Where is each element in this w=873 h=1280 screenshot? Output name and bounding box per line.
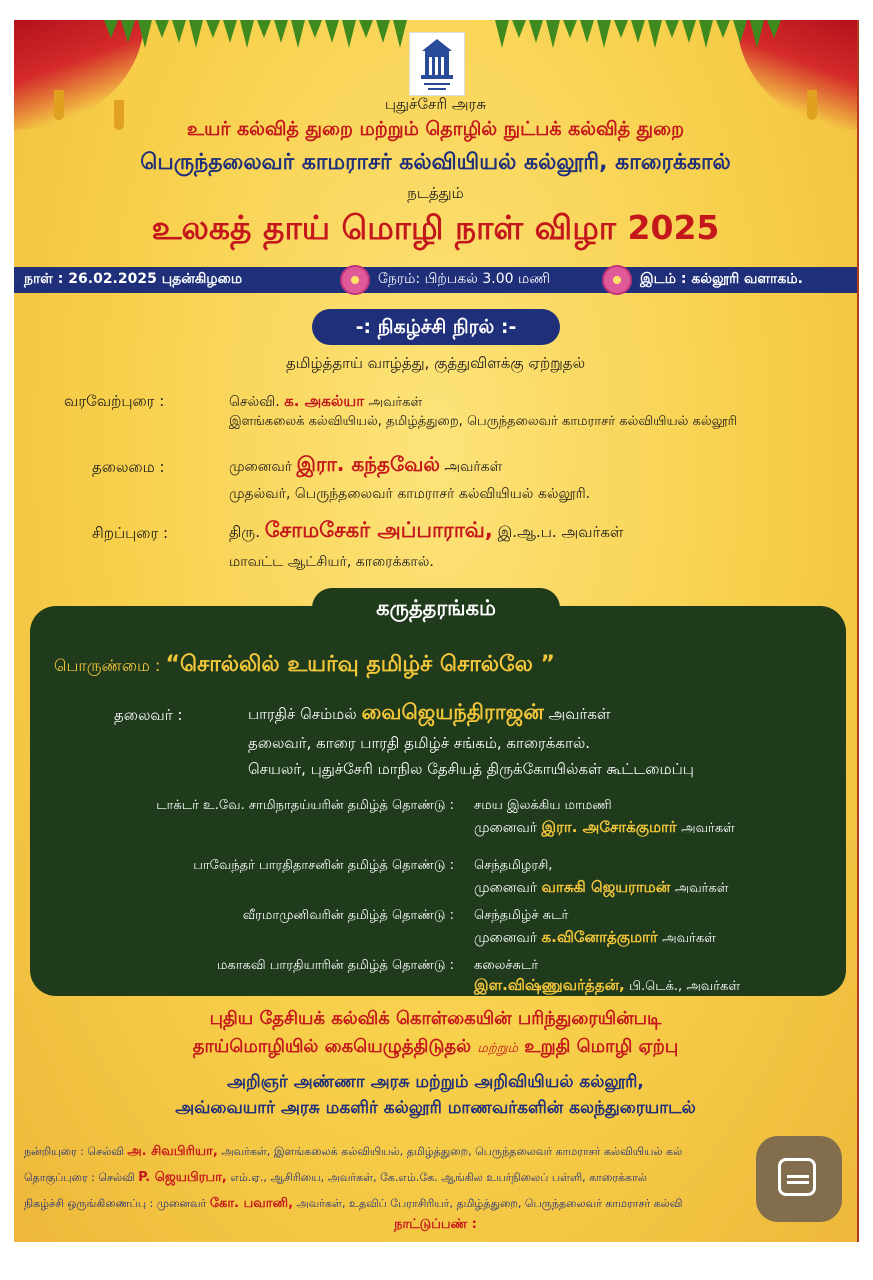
talk-speaker: இள.விஷ்ணுவர்த்தன், பி.டெக்., அவர்கள் bbox=[474, 976, 741, 994]
government-emblem-logo bbox=[409, 32, 465, 96]
talk-topic: பாவேந்தர் பாரதிதாசனின் தமிழ்த் தொண்டு : bbox=[193, 858, 454, 873]
leaf-icon bbox=[597, 20, 611, 48]
interaction-line-1: அறிஞர் அண்ணா அரசு மற்றும் அறிவியியல் கல்லூரி, bbox=[227, 1072, 644, 1092]
event-venue: இடம் : கல்லூரி வளாகம். bbox=[640, 271, 803, 287]
leaf-icon bbox=[359, 20, 373, 38]
leaf-icon bbox=[308, 20, 322, 38]
leaf-icon bbox=[546, 20, 560, 48]
leaf-icon bbox=[189, 20, 203, 48]
leaf-icon bbox=[121, 20, 135, 43]
leaf-icon bbox=[529, 20, 543, 43]
special-address-detail: மாவட்ட ஆட்சியர், காரைக்கால். bbox=[229, 554, 434, 570]
chair-role: தலைவர் : bbox=[114, 706, 183, 724]
leaf-icon bbox=[682, 20, 696, 43]
leaf-icon bbox=[206, 20, 220, 38]
presidency-speaker-detail: முதல்வர், பெருந்தலைவர் காமராசர் கல்வியியல் கல்லூரி. bbox=[229, 486, 591, 502]
leaf-icon bbox=[257, 20, 271, 38]
leaf-icon bbox=[342, 20, 356, 48]
talk-speaker-title: சமய இலக்கிய மாமணி bbox=[474, 798, 612, 813]
leaf-icon bbox=[716, 20, 730, 38]
leaf-icon bbox=[172, 20, 186, 43]
talk-speaker-title: செந்தமிழரசி, bbox=[474, 858, 553, 873]
leaf-icon bbox=[155, 20, 169, 38]
talk-topic: டாக்டர் உ.வே. சாமிநாதய்யரின் தமிழ்த் தொண்டு : bbox=[156, 798, 454, 813]
chair-detail-1: தலைவர், காரை பாரதி தமிழ்ச் சங்கம், காரைக்கால். bbox=[248, 734, 591, 752]
leaf-icon bbox=[240, 20, 254, 48]
department-line: உயர் கல்வித் துறை மற்றும் தொழில் நுட்பக் கல்வித் துறை bbox=[186, 118, 685, 140]
leaf-icon bbox=[614, 20, 628, 38]
compere: தொகுப்புரை : செல்வி P. ஜெயபிரபா, எம்.ஏ., ஆசிரியை, அவர்கள், கே.எம்.கே. ஆங்கில உயர்நிலைப் பள்ளி, காரைக்கால் bbox=[24, 1170, 647, 1185]
national-anthem: நாட்டுப்பண் : bbox=[394, 1217, 477, 1232]
welcome-speaker-detail: இளங்கலைக் கல்வியியல், தமிழ்த்துறை, பெருந்தலைவர் காமராசர் கல்வியியல் கல்லூரி bbox=[229, 414, 737, 429]
leaf-icon bbox=[563, 20, 577, 38]
scan-text-button[interactable] bbox=[756, 1136, 842, 1222]
organizes-label: நடத்தும் bbox=[407, 184, 464, 202]
talk-speaker-title: கலைச்சுடர் bbox=[474, 958, 539, 973]
opening-ceremony: தமிழ்த்தாய் வாழ்த்து, குத்துவிளக்கு ஏற்றுதல் bbox=[285, 354, 586, 372]
leaf-icon bbox=[648, 20, 662, 48]
chair-detail-2: செயலர், புதுச்சேரி மாநில தேசியத் திருக்கோயில்கள் கூட்டமைப்பு bbox=[248, 760, 694, 778]
talk-speaker: முனைவர் க.வினோத்குமார் அவர்கள் bbox=[474, 928, 716, 946]
leaf-icon bbox=[699, 20, 713, 48]
vote-of-thanks: நன்றியுரை : செல்வி அ. சிவபிரியா, அவர்கள், இளங்கலைக் கல்வியியல், தமிழ்த்துறை, பெருந்தலைவர் காமராசர் கல்வியியல் கல் bbox=[24, 1144, 683, 1159]
event-title: உலகத் தாய் மொழி நாள் விழா 2025 bbox=[151, 208, 720, 247]
leaf-icon bbox=[104, 20, 118, 38]
presidency-role: தலைமை : bbox=[92, 458, 165, 476]
chair-speaker: பாரதிச் செம்மல் வைஜெயந்திராஜன் அவர்கள் bbox=[248, 700, 611, 724]
leaf-icon bbox=[631, 20, 645, 43]
leaf-icon bbox=[325, 20, 339, 43]
talk-topic: மகாகவி பாரதியாரின் தமிழ்த் தொண்டு : bbox=[216, 958, 454, 973]
talk-speaker-title: செந்தமிழ்ச் சுடர் bbox=[474, 908, 569, 923]
scan-text-icon bbox=[778, 1158, 816, 1196]
leaf-icon bbox=[580, 20, 594, 43]
event-date: நாள் : 26.02.2025 புதன்கிழமை bbox=[24, 271, 243, 287]
leaf-icon bbox=[376, 20, 390, 43]
leaf-icon bbox=[665, 20, 679, 38]
flower-icon bbox=[340, 265, 370, 295]
pledge-line-2: தாய்மொழியில் கையெழுத்திடுதல் மற்றும் உறுதி மொழி ஏற்பு bbox=[192, 1036, 679, 1057]
welcome-speaker: செல்வி. க. அகல்யா அவர்கள் bbox=[229, 392, 423, 410]
programme-heading: -: நிகழ்ச்சி நிரல் :- bbox=[312, 309, 560, 345]
college-name: பெருந்தலைவர் காமராசர் கல்வியியல் கல்லூரி, காரைக்கால் bbox=[140, 150, 731, 175]
leaf-icon bbox=[750, 20, 764, 48]
leaf-icon bbox=[393, 20, 407, 48]
flower-icon bbox=[602, 265, 632, 295]
talk-speaker: முனைவர் இரா. அசோக்குமார் அவர்கள் bbox=[474, 818, 735, 836]
leaf-icon bbox=[291, 20, 305, 48]
talk-topic: வீரமாமுனிவரின் தமிழ்த் தொண்டு : bbox=[242, 908, 454, 923]
seminar-title: கருத்தரங்கம் bbox=[312, 588, 560, 628]
special-address-speaker: திரு. சோமசேகர் அப்பாராவ், இ.ஆ.ப. அவர்கள் bbox=[229, 518, 624, 542]
seminar-panel bbox=[30, 606, 846, 996]
presidency-speaker: முனைவர் இரா. கந்தவேல் அவர்கள் bbox=[229, 452, 503, 476]
invitation-poster bbox=[14, 20, 859, 1242]
leaf-icon bbox=[512, 20, 526, 38]
programme-coordinator: நிகழ்ச்சி ஒருங்கிணைப்பு : முனைவர் கோ. பவானி, அவர்கள், உதவிப் பேராசிரியர், தமிழ்த்துறை, பெருந்தலைவர் காமராசர் கல்வி bbox=[24, 1196, 683, 1211]
theme-row: பொருண்மை : “சொல்லில் உயர்வு தமிழ்ச் சொல்லே ” bbox=[54, 652, 555, 677]
event-info-strip bbox=[14, 267, 857, 293]
talk-speaker: முனைவர் வாசுகி ஜெயராமன் அவர்கள் bbox=[474, 878, 729, 896]
pledge-line-1: புதிய தேசியக் கல்விக் கொள்கையின் பரிந்துரையின்படி bbox=[209, 1008, 662, 1029]
leaf-icon bbox=[223, 20, 237, 43]
government-line: புதுச்சேரி அரசு bbox=[384, 95, 487, 113]
leaf-icon bbox=[495, 20, 509, 48]
event-time: நேரம்: பிற்பகல் 3.00 மணி bbox=[378, 271, 551, 287]
leaf-icon bbox=[733, 20, 747, 43]
interaction-line-2: அவ்வையார் அரசு மகளிர் கல்லூரி மாணவர்களின் கலந்துரையாடல் bbox=[175, 1098, 696, 1118]
leaf-icon bbox=[767, 20, 781, 38]
leaf-icon bbox=[138, 20, 152, 48]
welcome-role: வரவேற்புரை : bbox=[64, 392, 165, 410]
leaf-icon bbox=[274, 20, 288, 43]
special-address-role: சிறப்புரை : bbox=[92, 524, 169, 542]
